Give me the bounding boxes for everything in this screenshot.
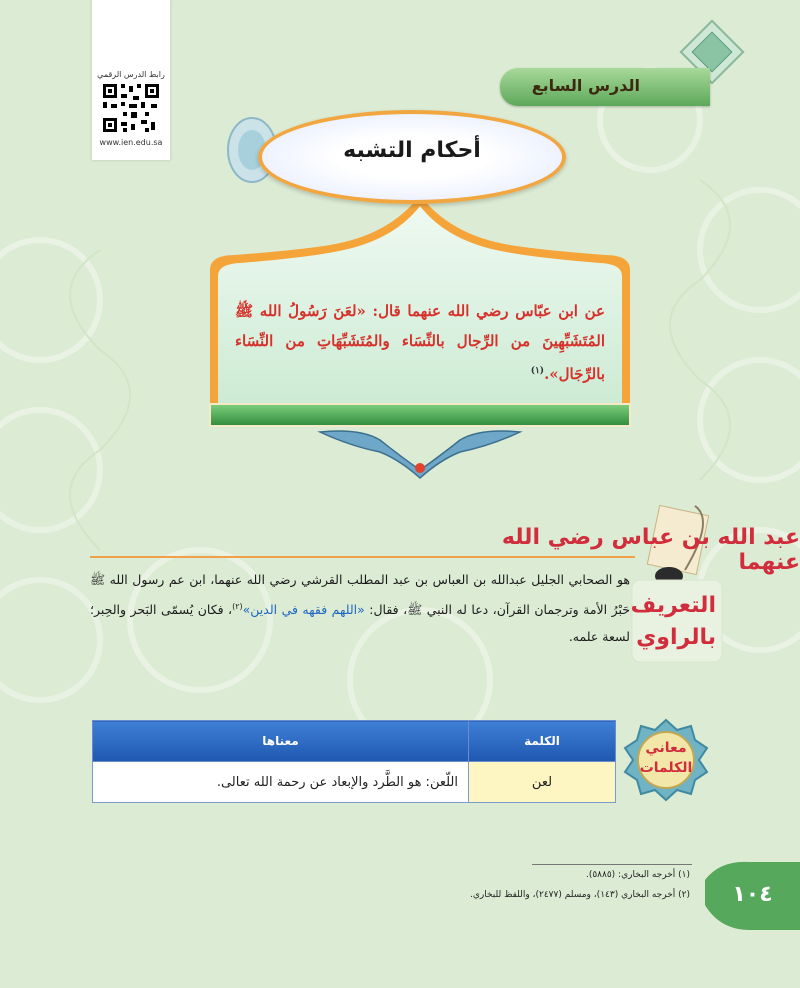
narrator-body-part2: ، فكان يُسمّى البَحر والحِبر؛ لسعة علمه.: [90, 602, 630, 645]
vocab-table-header-row: [93, 721, 616, 762]
vocab-meaning-cell: اللّعن: هو الطَّرد والإبعاد عن رحمة الله تعالى.: [93, 762, 469, 803]
lesson-title-banner: [258, 110, 566, 204]
vocab-badge-text: [625, 738, 707, 778]
qr-card: [92, 0, 170, 160]
vocab-word-cell: لعن: [469, 762, 616, 803]
vocab-header-meaning: معناها: [93, 721, 469, 762]
hadith-body: عن ابن عبّاس رضي الله عنهما قال: «لعَنَ رَسُولُ الله ﷺ المُتَشَبِّهِينَ من الرِّجال بالنِّسَاء والمُتَشَبِّهَاتِ من النِّسَاء بالرِّجَال».: [235, 302, 605, 383]
narrator-body-part1: هو الصحابي الجليل عبدالله بن العباس بن عبد المطلب القرشي رضي الله عنهما، ابن عم رسول الله ﷺ حَبْرُ الأمة وترجمان القرآن، دعا له النبي ﷺ، فقال:: [90, 572, 630, 618]
table-row: [93, 762, 616, 803]
lesson-title: أحكام التشبه: [343, 138, 481, 163]
section-divider: [90, 556, 635, 558]
lesson-number-label: الدرس السابع: [531, 76, 640, 95]
qr-label: رابط الدرس الرقمي: [97, 70, 165, 79]
footnote-divider: [532, 864, 692, 865]
vocab-badge-line1: معاني: [645, 740, 687, 756]
hadith-footnote-ref[interactable]: (١): [530, 366, 545, 376]
hadith-text: [235, 296, 605, 389]
footnote-1: (١) أخرجه البخاري: (٥٨٨٥).: [585, 870, 690, 880]
narrator-label-line1: التعريف: [630, 593, 716, 618]
vocab-table: [92, 720, 616, 803]
vocab-badge: [625, 720, 707, 800]
narrator-label-line2: بالراوي: [636, 625, 716, 650]
footnote-2: (٢) أخرجه البخاري (١٤٣)، ومسلم (٢٤٧٧)، واللفظ للبخاري.: [469, 890, 690, 900]
narrator-label: [630, 590, 716, 654]
vocab-badge-line2: الكلمات: [639, 760, 693, 776]
narrator-heading: عبد الله بن عباس رضي الله عنهما: [501, 525, 800, 575]
narrator-body-quote: «اللهم فقهه في الدين»: [242, 602, 365, 618]
vocab-header-word: الكلمة: [469, 721, 616, 762]
page-number: ١٠٤: [732, 882, 773, 907]
qr-url[interactable]: www.ien.edu.sa: [99, 138, 163, 147]
narrator-footnote-ref[interactable]: (٢): [232, 602, 243, 611]
lesson-number-ribbon: [500, 68, 710, 106]
narrator-body: [90, 566, 630, 650]
qr-code-icon[interactable]: [101, 82, 161, 134]
page-number-badge: [705, 872, 800, 922]
